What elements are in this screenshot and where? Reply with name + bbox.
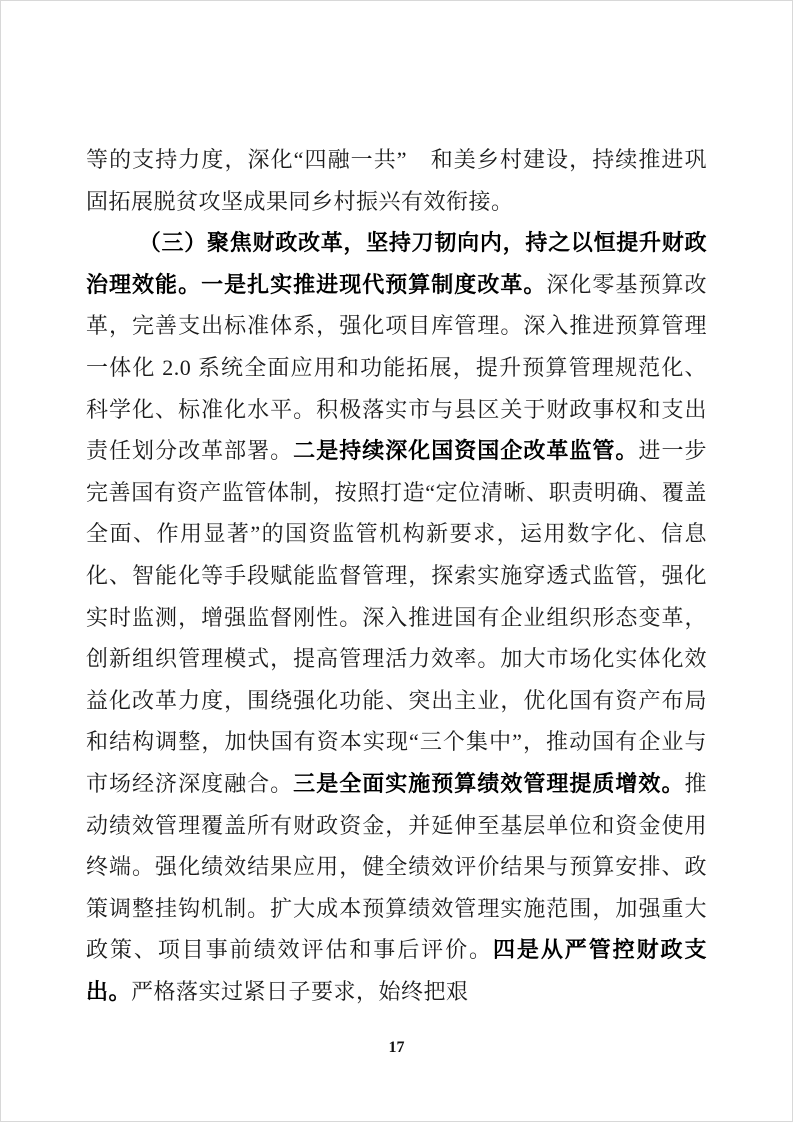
bold-text-run: （三）聚焦财政改革，坚持刀韧向内，持之以恒提升财政治理效能。一是扎实推进现代预算制度改革。 xyxy=(86,230,707,297)
text-run: 严格落实过紧日子要求，始终把艰 xyxy=(131,978,469,1004)
page-number: 17 xyxy=(388,1039,405,1056)
paragraph xyxy=(86,139,707,222)
text-run: 等的支持力度，深化“四融一共” 和美乡村建设，持续推进巩固拓展脱贫攻坚成果同乡村振兴有效衔接。 xyxy=(86,147,707,214)
paragraph xyxy=(86,222,707,1012)
bold-text-run: 三是全面实施预算绩效管理提质增效。 xyxy=(293,770,685,796)
text-run: 推动绩效管理覆盖所有财政资金，并延伸至基层单位和资金使用终端。强化绩效结果应用，健全绩效评价结果与预算安排、政策调整挂钩机制。扩大成本预算绩效管理实施范围，加强重大政策、项目事前绩效评估和事后评价。 xyxy=(86,770,707,963)
text-run: 进一步完善国有资产监管体制，按照打造“定位清晰、职责明确、覆盖全面、作用显著”的国资监管机构新要求，运用数字化、信息化、智能化等手段赋能监督管理，探索实施穿透式监管，强化实时监测，增强监督刚性。深入推进国有企业组织形态变革，创新组织管理模式，提高管理活力效率。加大市场化实体化效益化改革力度，围绕强化功能、突出主业，优化国有资产布局和结构调整，加快国有资本实现“三个集中”，推动国有企业与市场经济深度融合。 xyxy=(86,438,707,796)
text-run: 深化零基预算改革，完善支出标准体系，强化项目库管理。深入推进预算管理一体化 2.0 系统全面应用和功能拓展，提升预算管理规范化、科学化、标准化水平。积极落实市与县区关于财政事权和支出责任划分改革部署。 xyxy=(86,271,707,464)
document-body xyxy=(86,139,707,1012)
bold-text-run: 四是从严管控财政支出。 xyxy=(86,937,707,1004)
bold-text-run: 二是持续深化国资国企改革监管。 xyxy=(293,438,639,464)
